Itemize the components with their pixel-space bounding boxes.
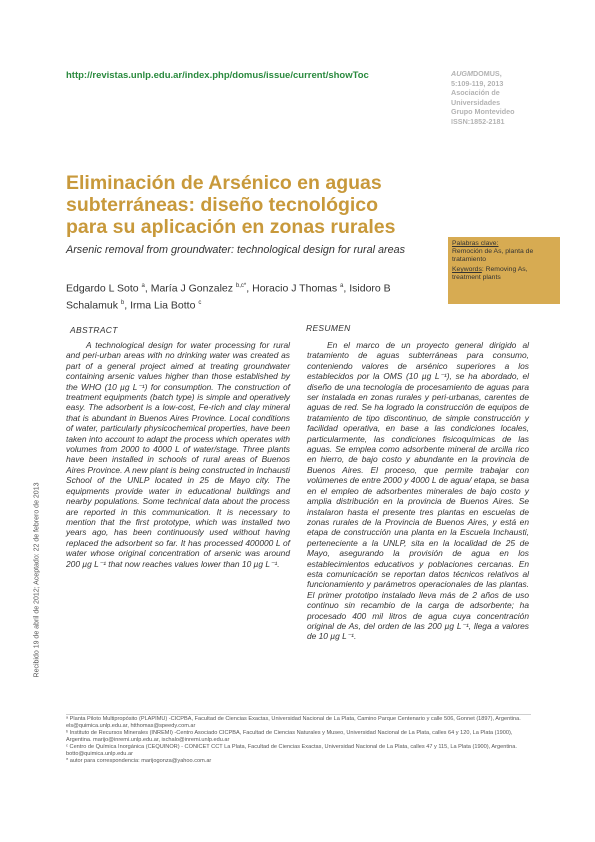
journal-line: Universidades: [451, 97, 501, 107]
journal-url-link[interactable]: http://revistas.unlp.edu.ar/index.php/domus/issue/current/showToc: [66, 70, 369, 81]
sidebar-text: Recibido 19 de abril de 2012; Aceptado: 22 de febrero de 2013: [33, 482, 41, 678]
journal-name: DOMUS,: [472, 69, 502, 78]
abstract-text: A technological design for water processing for rural and peri-urban areas with no drinking water was created as part of a general project aimed at treating groundwater containing arsenic values higher than those established by the WHO (10 µg L⁻¹) for consumption. The construction of treatment equipments (batch type) is simple and operatively easy. The adsorbent is a low-cost, Fe-rich and clay mineral that is abundant in Buenos Aires Province. Local conditions of water, particularly physicochemical properties, have been taken into account to adapt the process which operates with volumes from 2000 to 4000 L of water/stage. Three plants have been installed in schools of rural areas of Buenos Aires Province. A new plant is being constructed in Inchausti School of the UNLP located in 25 de Mayo city. The equipments provide water in educational buildings and nearby populations. Some technical data about the process are reported in this communication. It is necessary to mention that the first prototype, which was installed two years ago, has been continuously used without having replaced the adsorbent so far. It has processed 400000 L of water whose original concentration of arsenic was around 200 µg L⁻¹ that now reaches values lower than 10 µg L⁻¹.: [66, 340, 290, 569]
keywords-value-en: : Removing As, treatment plants: [452, 266, 528, 282]
footnote: ᵇ Instituto de Recursos Minerales (INREMI) -Centro Asociado CICPBA, Facultad de Ciencias Naturales y Museo, Universidad Nacional de La Plata, calles 64 y 120, La Plata (1900), Argentina. marijo@inremi.unlp.edu.ar, ischalo@inremi.unlp.edu.ar: [66, 730, 513, 743]
author-name: María J Gonzalez: [150, 282, 233, 295]
journal-brand: AUGM: [451, 69, 473, 78]
author-list: Edgardo L Soto $^a$, María J Gonzalez $^{b,c*}$, Horacio J Thomas $^a$, Isidoro B Schalamuk $^b$, Irma Lia Botto $^c$: [66, 282, 391, 311]
abstract-body: [66, 340, 290, 569]
journal-line: Grupo Montevideo: [451, 107, 515, 117]
resumen-heading: RESUMEN: [306, 323, 351, 333]
footnote: * autor para correspondencia: marijogonza@yahoo.com.ar: [66, 758, 212, 764]
footnote: ᵃ Planta Piloto Multipropósito (PLAPIMU) -CICPBA, Facultad de Ciencias Exactas, Universidad Nacional de La Plata, Camino Parque Centenario y calle 506, Gonnet (1897), Argentina. els@quimica.unlp.edu.ar, htthomas@speedy.com.ar: [66, 716, 521, 729]
paper-subtitle: Arsenic removal from groundwater: technological design for rural areas: [66, 244, 406, 256]
resumen-text: En el marco de un proyecto general dirigido al tratamiento de aguas subterráneas para consumo, conteniendo valores de arsénico superiores a los establecidos por la OMS (10 µg L⁻¹), se ha abordado, el diseño de una tecnología de procesamiento de aguas para ser instalada en zonas rurales y peri-urbanas, carentes de aguas de red. Se ha logrado la construcción de equipos de tratamiento de tipo discontinuo, de simple construcción y facilidad operativa, en base a las condiciones locales, particularmente, las condiciones fisicoquímicas de las aguas. Se emplea como adsorbente mineral de arcilla rico en hierro, de bajo costo y abundante en la provincia de Buenos Aires. El proceso, que permite trabajar con volúmenes de entre 2000 y 4000 L de agua/ etapa, se basa en el empleo de adsorbentes minerales de bajo costo y amplia distribución en la provincia de Buenos Aires. Se instalaron hasta el presente tres plantas en escuelas de zonas rurales de la Provincia de Buenos Aires, y está en etapa de construcción una planta en la Escuela Inchausti, perteneciente a la UNLP, sita en la localidad de 25 de Mayo, asegurando la provisión de agua en los establecimientos educativos y poblaciones cercanas. En esta comunicación se reportan datos técnicos relativos al funcionamiento y parámetros operacionales de las plantas. El primer prototipo instalado lleva más de 2 años de uso continuo sin recambio de la carga de adsorbente; ha procesado 400 mil litros de agua cuya concentración original de As, del orden de las 200 µg L⁻¹, llega a valores de 10 µg L⁻¹.: [307, 340, 529, 642]
author-affiliation: a: [141, 283, 145, 289]
footnote-divider: [66, 714, 531, 715]
journal-line: Asociación de: [451, 88, 500, 98]
keywords-box: [448, 237, 560, 304]
author-name: Irma Lia Botto: [130, 299, 196, 311]
keywords-value-es: Remoción de As, planta de tratamiento: [452, 247, 534, 263]
journal-line: 5:109-119, 2013: [451, 78, 504, 88]
received-accepted-dates: [30, 480, 44, 680]
journal-info: [451, 69, 561, 127]
author-affiliation: b,c*: [235, 283, 247, 289]
author-name: Edgardo L Soto: [66, 282, 139, 295]
author-name: Horacio J Thomas: [252, 282, 338, 295]
author-affiliation: b: [120, 299, 125, 306]
keywords-label-es: Palabras clave:: [452, 240, 499, 247]
footnotes: [66, 716, 534, 765]
abstract-heading: ABSTRACT: [70, 325, 118, 335]
author-name: Isidoro B Schalamuk: [66, 282, 391, 311]
keywords-label-en: Keywords: [452, 266, 482, 274]
resumen-body: [307, 340, 529, 642]
author-affiliation: a: [340, 283, 344, 289]
paper-title: Eliminación de Arsénico en aguas subterráneas: diseño tecnológico para su aplicación en zonas rurales: [66, 172, 396, 238]
footnote: ᶜ Centro de Química Inorgánica (CEQUINOR) - CONICET CCT La Plata, Facultad de Ciencias Exactas, Universidad Nacional de La Plata, calles 47 y 115, La Plata (1900), Argentina. botto@quimica.unlp.edu.ar: [66, 744, 517, 757]
journal-line: ISSN:1852-2181: [451, 116, 505, 126]
author-affiliation: c: [198, 299, 202, 306]
